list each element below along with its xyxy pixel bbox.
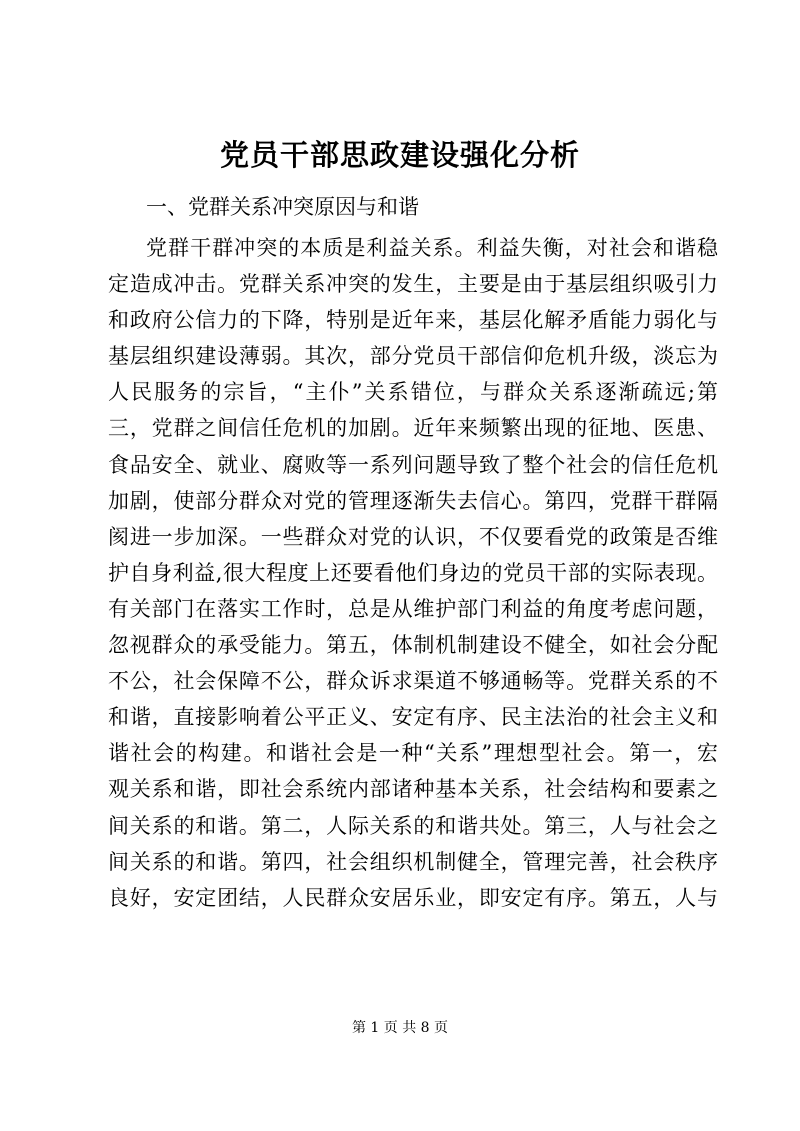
paragraph-line: 加剧，使部分群众对党的管理逐渐失去信心。第四，党群干群隔 xyxy=(108,488,718,513)
paragraph-line: 人民服务的宗旨，“主仆”关系错位，与群众关系逐渐疏远;第 xyxy=(108,380,718,405)
paragraph-line: 食品安全、就业、腐败等一系列问题导致了整个社会的信任危机 xyxy=(108,452,718,477)
paragraph-line: 间关系的和谐。第二，人际关系的和谐共处。第三，人与社会之 xyxy=(108,813,718,838)
paragraph-line: 基层组织建设薄弱。其次，部分党员干部信仰危机升级，淡忘为 xyxy=(108,344,718,369)
document-title: 党员干部思政建设强化分析 xyxy=(219,138,580,172)
paragraph-line: 良好，安定团结，人民群众安居乐业，即安定有序。第五，人与 xyxy=(108,885,718,910)
paragraph-line: 观关系和谐，即社会系统内部诸种基本关系，社会结构和要素之 xyxy=(108,777,718,802)
paragraph-line: 谐社会的构建。和谐社会是一种“关系”理想型社会。第一，宏 xyxy=(108,741,718,766)
paragraph-line: 定造成冲击。党群关系冲突的发生，主要是由于基层组织吸引力 xyxy=(108,272,718,297)
paragraph-line: 不公，社会保障不公，群众诉求渠道不够通畅等。党群关系的不 xyxy=(108,669,718,694)
paragraph-line: 党群干群冲突的本质是利益关系。利益失衡，对社会和谐稳 xyxy=(146,236,718,260)
paragraph-line: 有关部门在落实工作时，总是从维护部门利益的角度考虑问题， xyxy=(108,596,718,621)
paragraph-line: 和政府公信力的下降，特别是近年来，基层化解矛盾能力弱化与 xyxy=(108,308,718,333)
section-heading: 一、党群关系冲突原因与和谐 xyxy=(146,195,419,219)
paragraph-line: 阂进一步加深。一些群众对党的认识，不仅要看党的政策是否维 xyxy=(108,524,718,549)
paragraph-line: 三，党群之间信任危机的加剧。近年来频繁出现的征地、医患、 xyxy=(108,416,718,441)
page-footer: 第 1 页 共 8 页 xyxy=(351,1020,449,1036)
body-paragraph xyxy=(108,230,718,916)
paragraph-line: 忽视群众的承受能力。第五，体制机制建设不健全，如社会分配 xyxy=(108,633,718,658)
paragraph-line: 护自身利益,很大程度上还要看他们身边的党员干部的实际表现。 xyxy=(108,560,718,585)
paragraph-line: 间关系的和谐。第四，社会组织机制健全，管理完善，社会秩序 xyxy=(108,849,718,874)
paragraph-line: 和谐，直接影响着公平正义、安定有序、民主法治的社会主义和 xyxy=(108,705,718,730)
